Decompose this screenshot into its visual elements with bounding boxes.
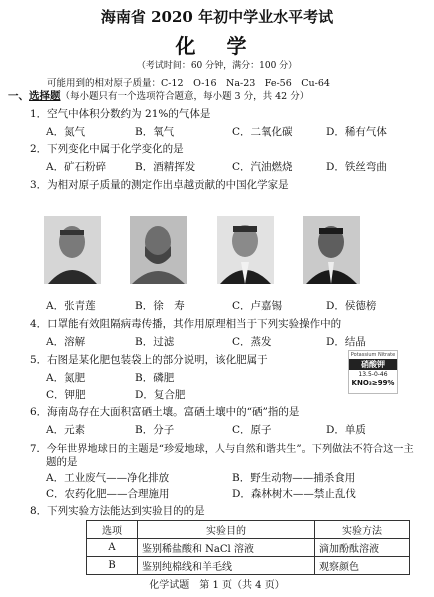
option-b: B．过滤 (135, 336, 175, 348)
fertilizer-name: 硝酸钾 (349, 359, 397, 370)
table-cell: A (87, 539, 138, 557)
table-cell: 观察颜色 (315, 557, 410, 575)
option-d: D．复合肥 (135, 389, 186, 401)
question-stem: 6．海南岛存在大面积富硒土壤。富硒土壤中的“硒”指的是 (30, 406, 300, 418)
section-number: 一、 (8, 90, 29, 102)
question-stem: 7．今年世界地球日的主题是“珍爱地球，人与自然和谐共生”。下列做法不符合这一主 (30, 444, 414, 455)
portrait-photo (217, 216, 274, 284)
question-stem: 8．下列实验方法能达到实验目的的是 (30, 505, 205, 517)
table-header-cell: 选项 (87, 521, 138, 539)
table-header-cell: 实验方法 (315, 521, 410, 539)
exam-info: （考试时间：60 分钟，满分：100 分） (136, 61, 298, 71)
option-d: D．结晶 (326, 336, 366, 348)
table-cell: 滴加酚酞溶液 (315, 539, 410, 557)
option-a: A．溶解 (46, 336, 86, 348)
option-d: D．单质 (326, 424, 366, 436)
option-c: C．蒸发 (232, 336, 272, 348)
option-b: B．徐 寿 (135, 300, 185, 312)
portrait-photo (303, 216, 360, 284)
option-a: A．矿石粉碎 (46, 161, 107, 173)
option-d: D．侯德榜 (326, 300, 377, 312)
option-c: C．农药化肥——合理施用 (46, 488, 170, 500)
option-b: B．分子 (135, 424, 175, 436)
portrait-icon (130, 216, 187, 284)
option-a: A．张青莲 (46, 300, 96, 312)
option-a: A．氮气 (46, 126, 86, 138)
option-c: C．卢嘉锡 (232, 300, 283, 312)
option-d: D．铁丝弯曲 (326, 161, 387, 173)
option-a: A．元素 (46, 424, 86, 436)
exam-title: 海南省 2020 年初中学业水平考试 (100, 8, 334, 26)
portrait-icon (44, 216, 101, 284)
portrait-icon (217, 216, 274, 284)
section-heading (8, 88, 309, 103)
page-footer: 化学试题 第 1 页（共 4 页） (149, 580, 285, 591)
question-stem: 5．右图是某化肥包装袋上的部分说明，该化肥属于 (30, 354, 268, 366)
table-cell: B (87, 557, 138, 575)
portrait-photo (44, 216, 101, 284)
atomic-masses: 可能用到的相对原子质量：C-12 O-16 Na-23 Fe-56 Cu-64 (47, 78, 330, 89)
table-row (87, 539, 410, 557)
option-b: B．野生动物——捕杀食用 (232, 472, 356, 484)
question-stem: 4．口罩能有效阻隔病毒传播，其作用原理相当于下列实验操作中的 (30, 318, 342, 330)
portrait-icon (303, 216, 360, 284)
option-c: C．原子 (232, 424, 272, 436)
option-b: B．磷肥 (135, 372, 175, 384)
option-c: C．二氧化碳 (232, 126, 293, 138)
section-note: （每小题只有一个选项符合题意，每小题 3 分，共 42 分） (60, 91, 310, 102)
table-cell: 鉴别纯棉线和羊毛线 (138, 557, 315, 575)
fertilizer-formula: KNO₃≥99% (351, 379, 395, 387)
option-b: B．氧气 (135, 126, 175, 138)
option-c: C．钾肥 (46, 389, 86, 401)
fertilizer-content: 13.5-0-46 (358, 371, 388, 378)
table-row (87, 557, 410, 575)
fertilizer-label (348, 350, 398, 394)
experiment-table (86, 520, 410, 575)
option-a: A．工业废气——净化排放 (46, 472, 170, 484)
question-stem: 1．空气中体积分数约为 21%的气体是 (30, 108, 211, 120)
option-b: B．酒精挥发 (135, 161, 196, 173)
question-stem-continued: 题的是 (46, 456, 78, 468)
subject-title: 化 学 (175, 34, 259, 58)
table-header-row (87, 521, 410, 539)
table-header-cell: 实验目的 (138, 521, 315, 539)
option-d: D．稀有气体 (326, 126, 387, 138)
option-a: A．氮肥 (46, 372, 86, 384)
section-title: 选择题 (29, 90, 61, 102)
question-stem: 2．下列变化中属于化学变化的是 (30, 143, 184, 155)
option-d: D．森林树木——禁止乱伐 (232, 488, 356, 500)
portrait-photo (130, 216, 187, 284)
table-cell: 鉴别稀盐酸和 NaCl 溶液 (138, 539, 315, 557)
option-c: C．汽油燃烧 (232, 161, 293, 173)
question-stem: 3．为相对原子质量的测定作出卓越贡献的中国化学家是 (30, 179, 289, 191)
fertilizer-english: Potassium Nitrate (350, 352, 396, 358)
